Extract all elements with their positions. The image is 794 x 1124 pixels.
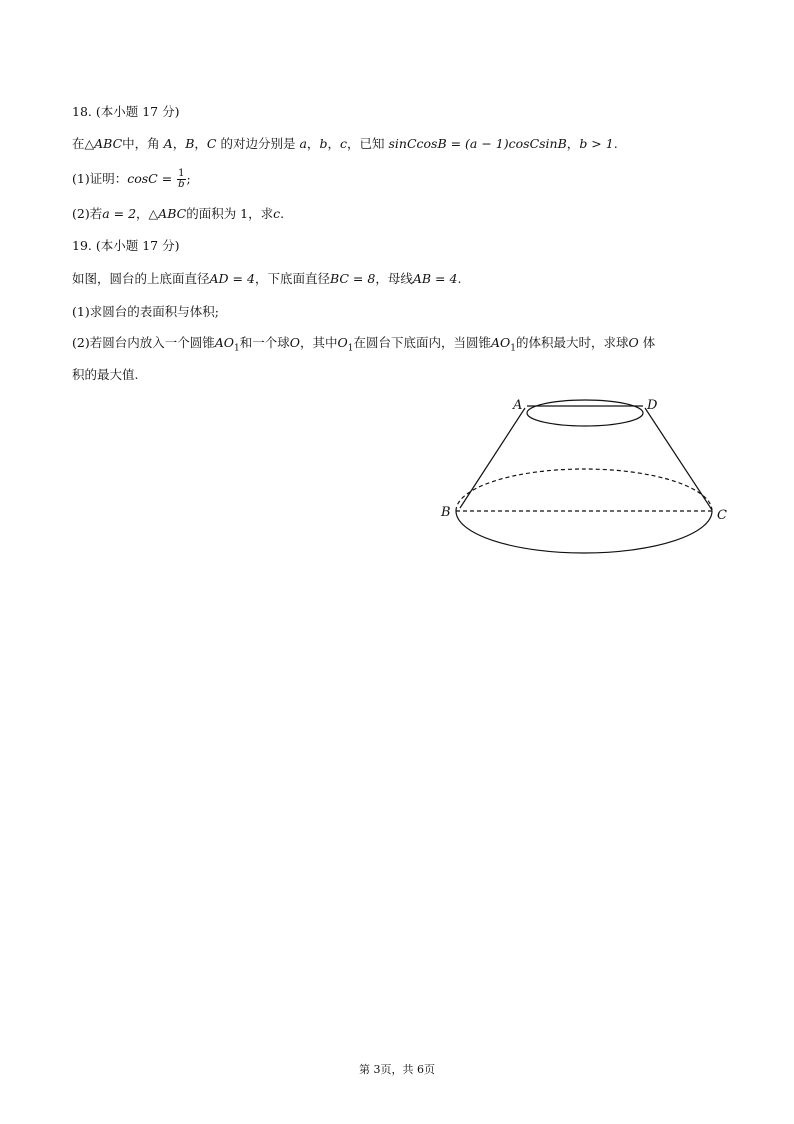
generatrix-dc [645,408,712,510]
label-d: D [647,398,658,413]
q18-given-equation: sinCcosB = (a − 1)cosCsinB [388,136,567,151]
top-base-ellipse [527,400,643,426]
q18-part1: (1)证明：cosC = $\frac{1}{b}$ ; [72,168,191,190]
label-c: C [717,508,727,523]
q19-stem: 如图，圆台的上底面直径AD = 4，下底面直径BC = 8，母线AB = 4. [72,271,462,286]
bottom-base-back-arc [456,469,712,511]
page-footer: 第 3页，共 6页 [359,1063,435,1076]
bottom-base-front-arc [456,511,712,553]
q19-part1: (1)求圆台的表面积与体积; [72,304,219,319]
q19-header: 19. (本小题 17 分) [72,238,180,253]
label-b: B [441,505,451,520]
q18-stem: 在△ABC中，角 A，B，C 的对边分别是 a，b，c，已知 sinCcosB = (a − 1)cosCsinB，b > 1. [72,136,618,151]
q18-header: 18. (本小题 17 分) [72,104,180,119]
q18-part2: (2)若a = 2，△ABC的面积为 1，求c. [72,206,285,221]
q19-part2-line2: 积的最大值. [72,367,139,382]
fraction-1-over-b: $\frac{1}{b}$ [178,168,185,190]
q19-part2: (2)若圆台内放入一个圆锥$AO_1$和一个球O，其中$O_1$在圆台下底面内，当圆锥$AO_1$的体积最大时，求球O 体 [72,335,656,354]
frustum-figure [430,388,750,568]
label-a: A [513,398,523,413]
generatrix-ab [460,408,525,508]
